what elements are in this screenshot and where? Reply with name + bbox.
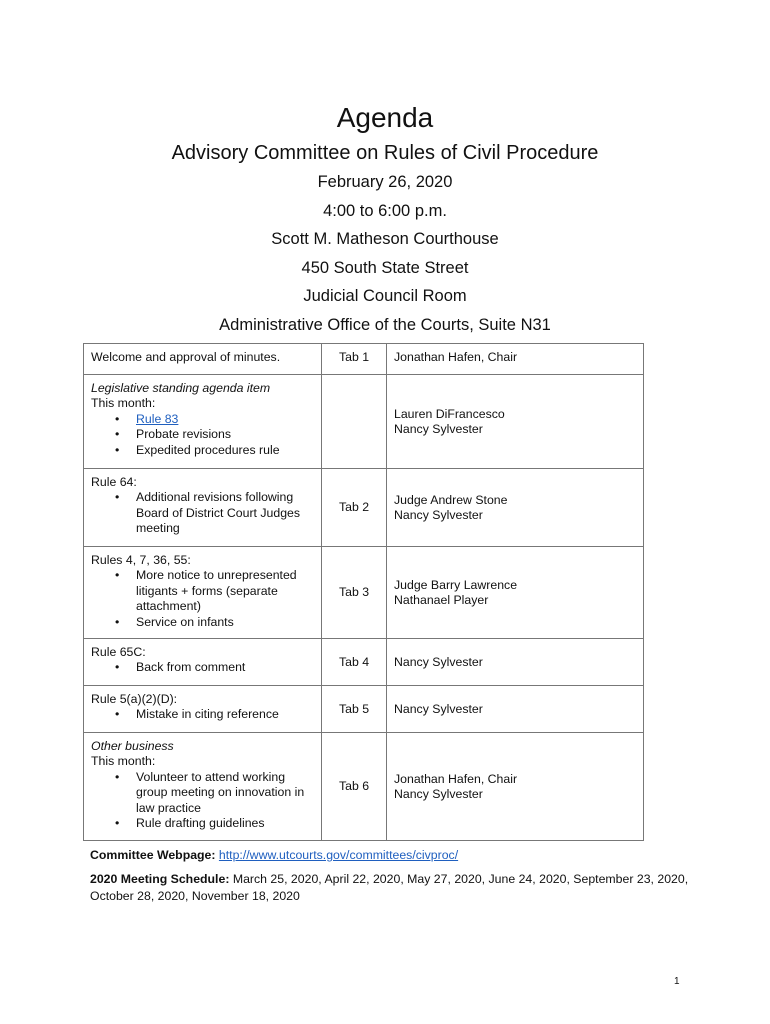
agenda-header (0, 100, 770, 339)
agenda-item-subheading: This month: (91, 396, 156, 411)
list-item: • Additional revisions following Board of District Court Judges meeting (136, 490, 313, 536)
presenter-cell (387, 469, 644, 547)
agenda-item-heading: Rule 5(a)(2)(D): (91, 692, 178, 706)
bullet-list (91, 412, 313, 458)
list-item: • Mistake in citing reference (136, 707, 313, 722)
schedule-dates: March 25, 2020, April 22, 2020, May 27, 2020, June 24, 2020, September 23, 2020, October 28, 2020, November 18, 2020 (90, 872, 689, 903)
agenda-item-cell (84, 733, 322, 841)
table-row (84, 639, 644, 686)
agenda-item-cell (84, 375, 322, 469)
agenda-item-heading: Other business (91, 739, 174, 753)
tab-cell (322, 547, 387, 639)
agenda-item-subheading: This month: (91, 754, 156, 769)
meeting-building: Scott M. Matheson Courthouse (271, 230, 499, 248)
meeting-date: February 26, 2020 (317, 173, 453, 191)
table-row (84, 733, 644, 841)
tab-cell (322, 344, 387, 375)
agenda-item-cell (84, 686, 322, 733)
presenter-cell (387, 686, 644, 733)
agenda-item-text: Welcome and approval of minutes. (91, 350, 281, 364)
agenda-item-heading: Rules 4, 7, 36, 55: (91, 553, 191, 567)
presenter-name: Nancy Sylvester (394, 422, 483, 436)
table-row (84, 686, 644, 733)
page-number: 1 (674, 976, 680, 987)
meeting-room: Judicial Council Room (303, 287, 467, 305)
table-row (84, 375, 644, 469)
presenter-name: Lauren DiFrancesco (394, 406, 505, 421)
tab-label: Tab 6 (338, 779, 370, 794)
list-item: • More notice to unrepresented litigants + forms (separate attachment) (136, 568, 313, 614)
committee-webpage (90, 847, 690, 864)
tab-cell (322, 733, 387, 841)
agenda-item-cell (84, 639, 322, 686)
tab-cell (322, 375, 387, 469)
presenter-cell (387, 547, 644, 639)
bullet-list (91, 490, 313, 536)
list-item: • Back from comment (136, 660, 313, 675)
presenter-name: Jonathan Hafen, Chair (394, 350, 518, 364)
webpage-label: Committee Webpage: (90, 848, 216, 862)
tab-label: Tab 3 (338, 585, 370, 600)
page-title: Agenda (336, 102, 434, 133)
presenter-cell (387, 344, 644, 375)
tab-label: Tab 5 (338, 701, 370, 716)
presenter-name: Nancy Sylvester (394, 787, 483, 801)
bullet-list (91, 660, 313, 675)
presenter-cell (387, 375, 644, 469)
bullet-list (91, 770, 313, 832)
committee-name: Advisory Committee on Rules of Civil Procedure (171, 142, 599, 164)
tab-label: Tab 2 (338, 500, 370, 515)
presenter-name: Nathanael Player (394, 593, 489, 607)
tab-cell (322, 639, 387, 686)
agenda-item-heading: Legislative standing agenda item (91, 381, 271, 395)
presenter-name: Judge Barry Lawrence (394, 577, 518, 592)
list-item: • Volunteer to attend working group meeting on innovation in law practice (136, 770, 313, 816)
list-item: • Expedited procedures rule (136, 443, 313, 458)
meeting-time: 4:00 to 6:00 p.m. (323, 201, 447, 220)
list-item: • Service on infants (136, 615, 313, 630)
list-item: • Rule drafting guidelines (136, 816, 313, 831)
tab-label: Tab 4 (338, 654, 370, 669)
agenda-item-cell (84, 344, 322, 375)
tab-cell (322, 686, 387, 733)
agenda-item-heading: Rule 64: (91, 475, 137, 489)
list-item[interactable] (136, 412, 313, 427)
table-row (84, 547, 644, 639)
agenda-table (83, 343, 644, 841)
meeting-suite: Administrative Office of the Courts, Suite N31 (219, 315, 551, 334)
presenter-name: Jonathan Hafen, Chair (394, 771, 518, 786)
list-item: • Probate revisions (136, 427, 313, 442)
presenter-name: Nancy Sylvester (394, 654, 483, 669)
tab-label: Tab 1 (338, 350, 370, 364)
tab-cell (322, 469, 387, 547)
presenter-cell (387, 639, 644, 686)
table-row (84, 344, 644, 375)
bullet-list (91, 568, 313, 630)
rule-83-link[interactable]: Rule 83 (136, 411, 179, 426)
agenda-item-cell (84, 469, 322, 547)
agenda-item-cell (84, 547, 322, 639)
presenter-name: Nancy Sylvester (394, 508, 483, 522)
table-row (84, 469, 644, 547)
presenter-name: Nancy Sylvester (394, 701, 483, 716)
presenter-cell (387, 733, 644, 841)
webpage-link[interactable]: http://www.utcourts.gov/committees/civproc/ (218, 848, 459, 862)
bullet-list (91, 707, 313, 722)
agenda-item-heading: Rule 65C: (91, 645, 146, 659)
presenter-name: Judge Andrew Stone (394, 492, 508, 507)
meeting-address: 450 South State Street (301, 258, 469, 277)
schedule-label: 2020 Meeting Schedule: (90, 872, 230, 886)
meeting-schedule (90, 871, 690, 905)
